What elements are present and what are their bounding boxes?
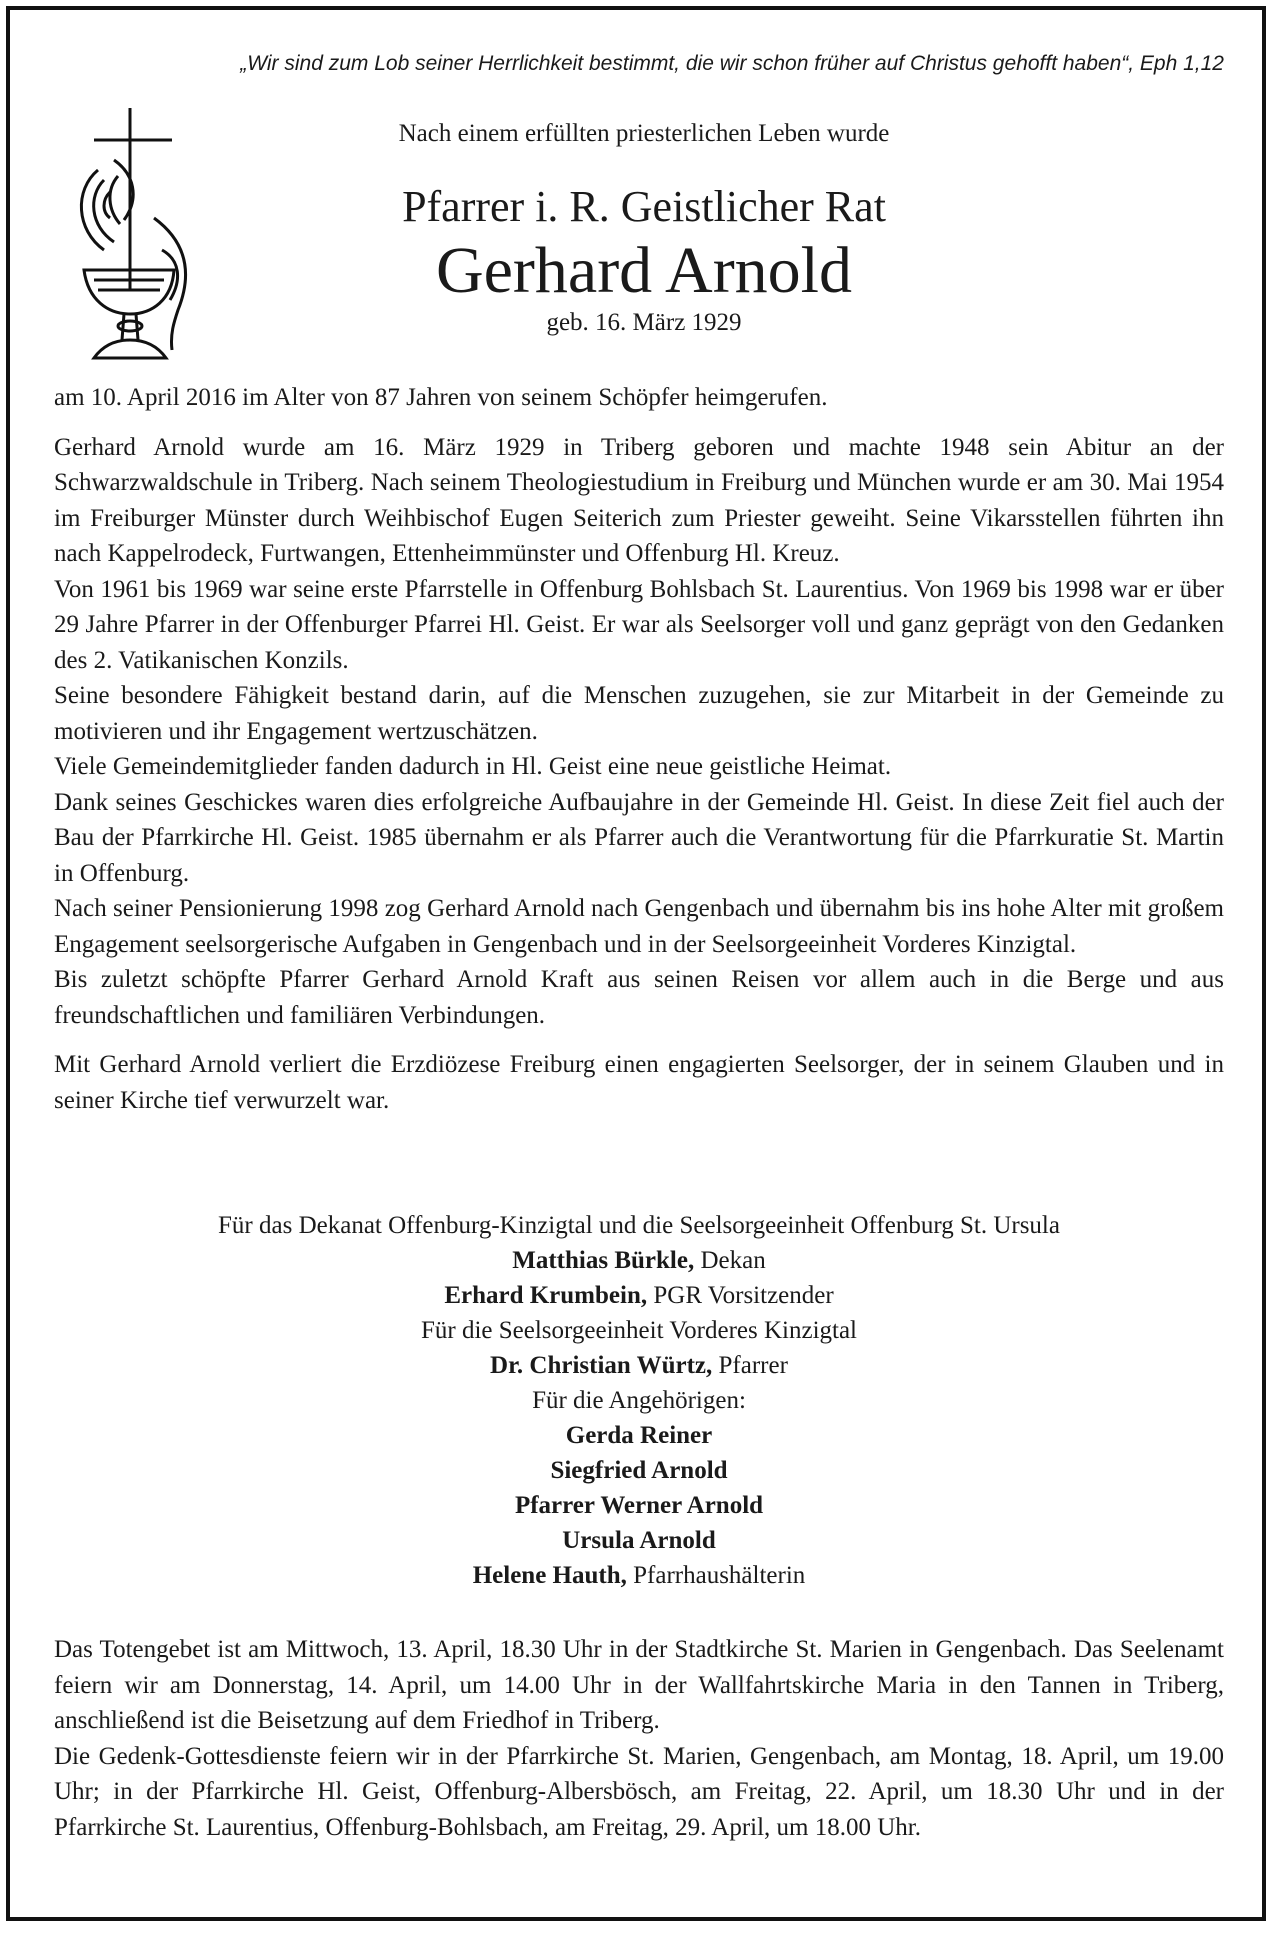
signer-line — [54, 1488, 1224, 1523]
signer-group-heading: Für die Seelsorgeeinheit Vorderes Kinzigtal — [420, 1317, 858, 1344]
signer-name: Ursula Arnold — [562, 1527, 716, 1554]
memorial-services: Die Gedenk-Gottesdienste feiern wir in der Pfarrkirche St. Marien, Gengenbach, am Montag, 18. April, um 19.00 Uhr; in der Pfarrkirche Hl. Geist, Offenburg-Albersbösch, am Freitag, 22. April, um 18.30 Uhr und in der Pfarrkirche St. Laurentius, Offenburg-Bohlsbach, am Freitag, 29. April, um 18.00 Uhr. — [54, 1742, 1224, 1841]
signer-line — [54, 1558, 1224, 1593]
signer-name: Gerda Reiner — [565, 1422, 713, 1449]
signer-name: Pfarrer Werner Arnold — [514, 1492, 764, 1519]
signer-name: Matthias Bürkle, — [512, 1247, 695, 1274]
signer-group-heading: Für das Dekanat Offenburg-Kinzigtal und die Seelsorgeeinheit Offenburg St. Ursula — [218, 1212, 1060, 1239]
signer-line — [54, 1523, 1224, 1558]
cross-chalice-icon — [54, 100, 214, 365]
signer-line — [54, 1418, 1224, 1453]
signer-name: Siegfried Arnold — [550, 1457, 728, 1484]
death-line: am 10. April 2016 im Alter von 87 Jahren von seinem Schöpfer heimgerufen. — [54, 384, 828, 411]
deceased-name: Gerhard Arnold — [435, 234, 853, 307]
signer-role: Pfarrhaushälterin — [626, 1562, 806, 1589]
closing-paragraph: Mit Gerhard Arnold verliert die Erzdiözese Freiburg einen engagierten Seelsorger, der in seinem Glauben und in seiner Kirche tief verwurzelt war. — [54, 1051, 1224, 1114]
signer-line — [54, 1453, 1224, 1488]
signer-role: PGR Vorsitzender — [647, 1282, 834, 1309]
signer-role: Dekan — [694, 1247, 766, 1274]
birth-date: geb. 16. März 1929 — [546, 309, 742, 336]
signer-name: Dr. Christian Würtz, — [490, 1352, 713, 1379]
header — [214, 118, 1074, 338]
funeral-info: Das Totengebet ist am Mittwoch, 13. April, 18.30 Uhr in der Stadtkirche St. Marien in Gengenbach. Das Seelenamt feiern wir am Donnerstag, 14. April, um 14.00 Uhr in der Wallfahrtskirche Maria in den Tannen in Triberg, anschließend ist die Beisetzung auf dem Friedhof in Triberg. — [54, 1636, 1224, 1734]
biography-paragraph: Dank seines Geschickes waren dies erfolgreiche Aufbaujahre in der Gemeinde Hl. Geist. In diese Zeit fiel auch der Bau der Pfarrkirche Hl. Geist. 1985 übernahm er als Pfarrer auch die Verantwortung für die Pfarrkuratie St. Martin in Offenburg. — [54, 788, 1224, 887]
signer-name: Helene Hauth, — [472, 1562, 627, 1589]
biography-paragraph: Bis zuletzt schöpfte Pfarrer Gerhard Arnold Kraft aus seinen Reisen vor allem auch in die Berge und aus freundschaftlichen und familiären Verbindungen. — [54, 966, 1224, 1029]
biography-paragraph: Gerhard Arnold wurde am 16. März 1929 in Triberg geboren und machte 1948 sein Abitur an der Schwarzwaldschule in Triberg. Nach seinem Theologiestudium in Freiburg und München wurde er am 30. Mai 1954 im Freiburger Münster durch Weihbischof Eugen Seiterich zum Priester geweiht. Seine Vikarsstellen führten ihn nach Kappelrodeck, Furtwangen, Ettenheimmünster und Offenburg Hl. Kreuz. — [54, 433, 1224, 567]
biography-paragraph: Nach seiner Pensionierung 1998 zog Gerhard Arnold nach Gengenbach und übernahm bis ins hohe Alter mit großem Engagement seelsorgerische Aufgaben in Gengenbach und in der Seelsorgeeinheit Vorderes Kinzigtal. — [54, 895, 1224, 958]
biography-paragraph: Seine besondere Fähigkeit bestand darin, auf die Menschen zuzugehen, sie zur Mitarbeit in der Gemeinde zu motivieren und ihr Engagement wertzuschätzen. — [54, 682, 1224, 745]
signer-line — [54, 1243, 1224, 1278]
signer-group-heading: Für die Angehörigen: — [532, 1387, 746, 1414]
signer-role: Pfarrer — [712, 1352, 788, 1379]
title-rank: Pfarrer i. R. Geistlicher Rat — [402, 182, 886, 231]
biography-paragraph: Viele Gemeindemitglieder fanden dadurch in Hl. Geist eine neue geistliche Heimat. — [54, 753, 892, 780]
signer-line — [54, 1348, 1224, 1383]
biography-paragraph: Von 1961 bis 1969 war seine erste Pfarrstelle in Offenburg Bohlsbach St. Laurentius. Von 1969 bis 1998 war er über 29 Jahre Pfarrer in der Offenburger Pfarrei Hl. Geist. Er war als Seelsorger voll und ganz geprägt von den Gedanken des 2. Vatikanischen Konzils. — [54, 575, 1224, 674]
signer-name: Erhard Krumbein, — [444, 1282, 648, 1309]
signer-line — [54, 1278, 1224, 1313]
service-details — [54, 1632, 1224, 1845]
signers — [54, 1208, 1224, 1593]
intro-line: Nach einem erfüllten priesterlichen Leben wurde — [398, 120, 890, 147]
bible-quote: „Wir sind zum Lob seiner Herrlichkeit bestimmt, die wir schon früher auf Christus gehofft haben“, Eph 1,12 — [240, 52, 1224, 75]
biography — [54, 380, 1224, 1118]
